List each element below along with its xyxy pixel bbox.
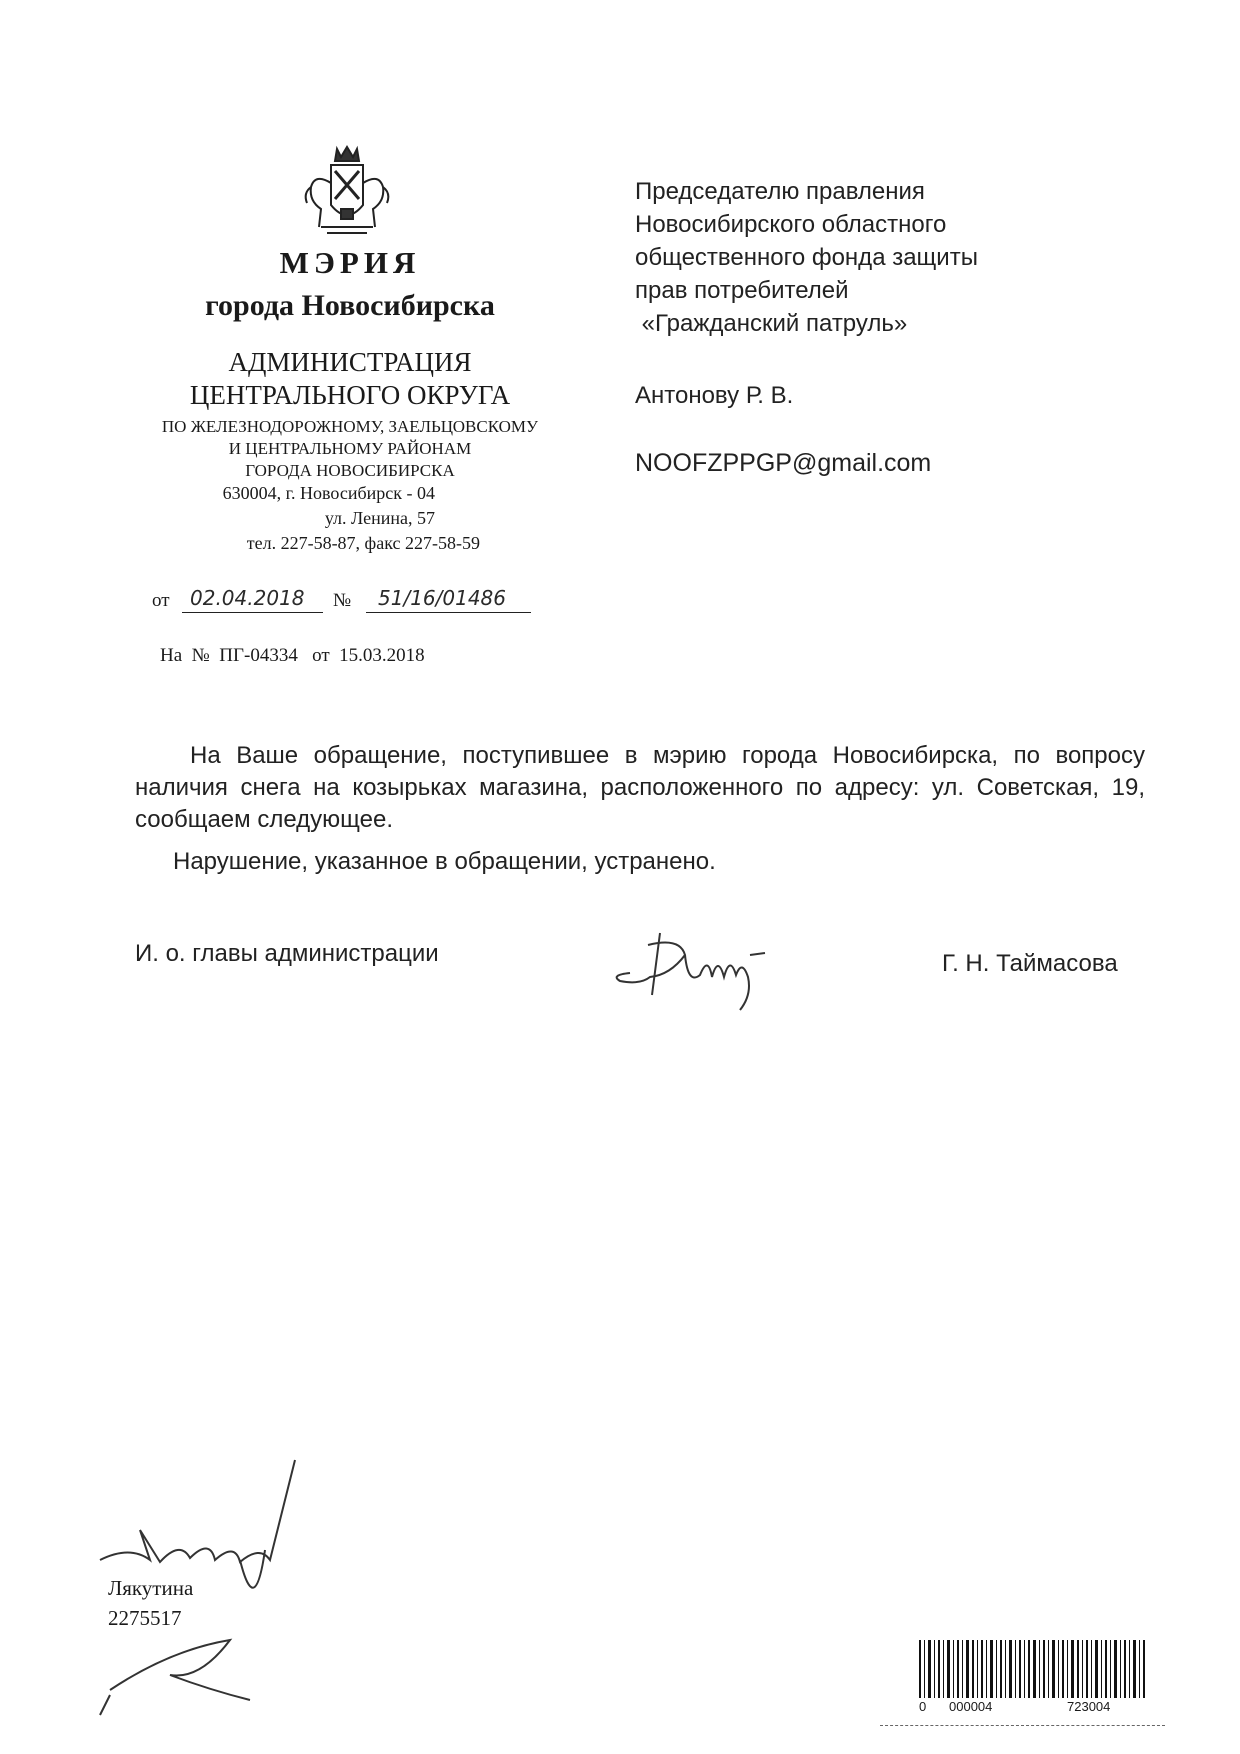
letter-body	[135, 740, 1145, 836]
outgoing-number: 51/16/01486	[378, 586, 506, 610]
addressee-name: Антонову Р. В.	[635, 382, 794, 409]
barcode-digits: 000004	[949, 1699, 993, 1714]
body-paragraph: Нарушение, указанное в обращении, устранено.	[173, 848, 716, 875]
addressee-block	[635, 175, 978, 340]
barcode-digit: 0	[919, 1699, 927, 1714]
address-line: 630004, г. Новосибирск - 04	[222, 483, 435, 503]
districts-line: ГОРОДА НОВОСИБИРСКА	[245, 461, 455, 480]
addressee-email: NOOFZPPGP@gmail.com	[635, 449, 932, 477]
divider	[880, 1725, 1165, 1726]
districts-line: И ЦЕНТРАЛЬНОМУ РАЙОНАМ	[228, 439, 472, 458]
addressee-line: Председателю правления	[635, 178, 925, 205]
number-label: №	[333, 590, 352, 611]
addressee-line: прав потребителей	[635, 277, 849, 304]
coat-of-arms-icon	[297, 143, 397, 239]
addressee-line: общественного фонда защиты	[635, 244, 978, 271]
mayor-office-title: МЭРИЯ	[279, 245, 421, 280]
executor-name: Лякутина	[108, 1576, 194, 1600]
number-underline	[366, 612, 531, 613]
city-title: города Новосибирска	[205, 289, 495, 322]
district-title: ЦЕНТРАЛЬНОГО ОКРУГА	[189, 380, 511, 410]
signer-title: И. о. главы администрации	[135, 940, 439, 967]
addressee-line: Новосибирского областного	[635, 211, 947, 238]
barcode-digits: 723004	[1067, 1699, 1111, 1714]
addressee-line: «Гражданский патруль»	[635, 310, 908, 337]
administration-title: АДМИНИСТРАЦИЯ	[228, 347, 472, 377]
body-paragraph: На Ваше обращение, поступившее в мэрию города Новосибирска, по вопросу наличия снега на козырьках магазина, расположенного по адресу: ул. Советская, 19, сообщаем следующее.	[135, 742, 1145, 833]
signer-name: Г. Н. Таймасова	[942, 950, 1118, 977]
outgoing-date: 02.04.2018	[190, 586, 305, 610]
reference-number: На № ПГ-04334 от 15.03.2018	[160, 645, 425, 666]
districts-line: ПО ЖЕЛЕЗНОДОРОЖНОМУ, ЗАЕЛЬЦОВСКОМУ	[161, 417, 539, 436]
phone-fax: тел. 227-58-87, факс 227-58-59	[246, 533, 480, 553]
address-line: ул. Ленина, 57	[324, 508, 435, 528]
date-label: от	[152, 590, 170, 611]
signature-icon	[590, 915, 820, 1025]
executor-phone: 2275517	[108, 1606, 182, 1630]
date-underline	[182, 612, 323, 613]
